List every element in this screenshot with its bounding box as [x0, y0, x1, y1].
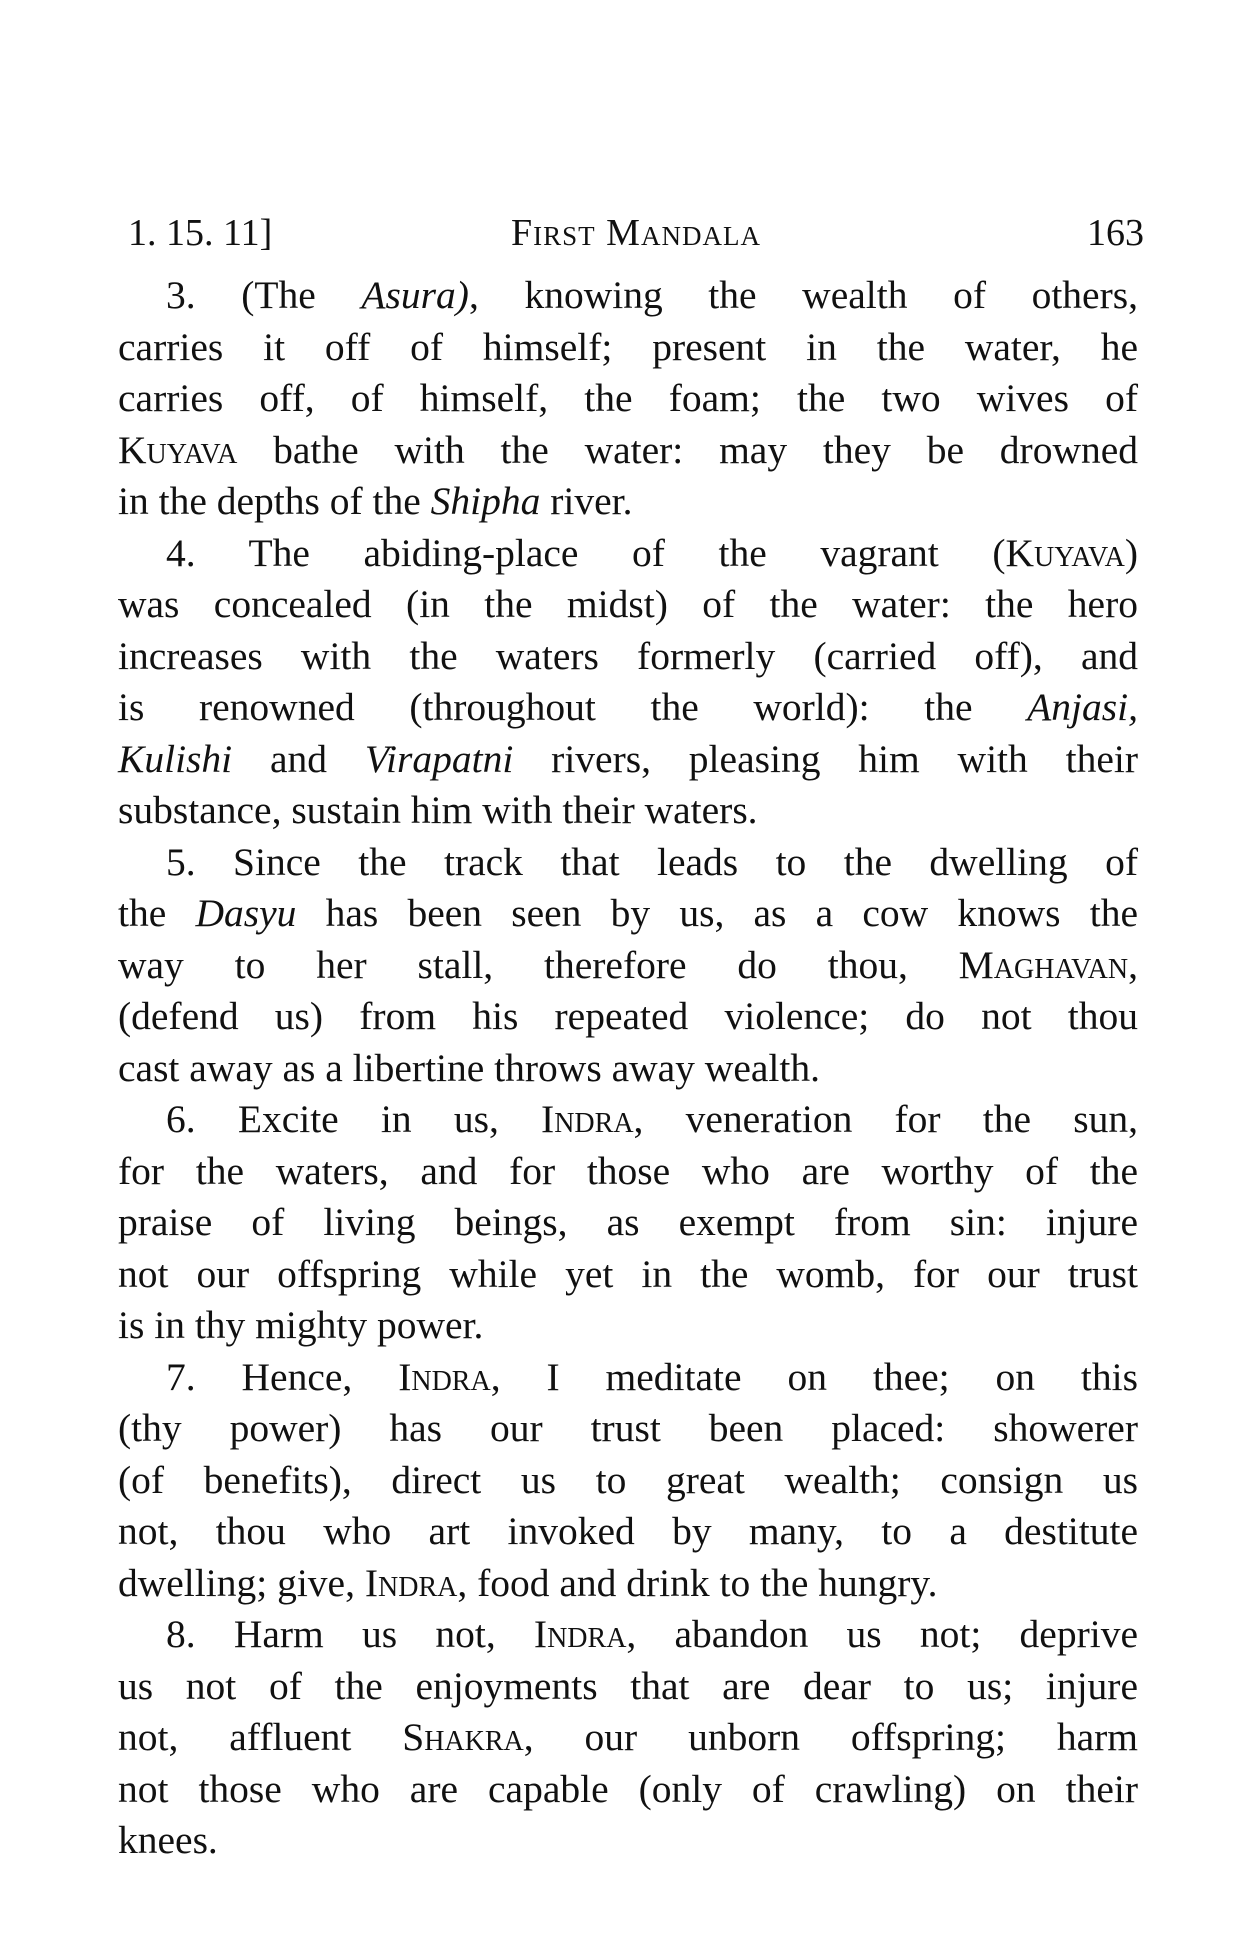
text-line — [118, 1815, 1138, 1867]
text-line — [118, 1249, 1138, 1301]
text-segment: not those who are capable (only of crawling) on their — [118, 1766, 1138, 1811]
running-header — [128, 208, 1144, 258]
text-segment: rivers, pleasing him with their — [513, 736, 1138, 781]
small-caps-name: Indra — [398, 1354, 491, 1399]
text-line — [118, 785, 1138, 837]
text-segment: , knowing the wealth of others, — [468, 273, 1138, 317]
text-line — [118, 1352, 1138, 1404]
text-segment: substance, sustain him with their waters. — [118, 788, 758, 832]
text-segment: 4. The abiding-place of the vagrant ( — [166, 530, 1006, 575]
text-segment: bathe with the water: may they be drowned — [237, 427, 1138, 472]
text-segment: carries off, of himself, the foam; the two wives of — [118, 376, 1138, 420]
text-segment: has been seen by us, as a cow knows the — [296, 891, 1138, 935]
text-segment: 3. (The — [166, 273, 362, 317]
text-segment: 6. Excite in us, — [166, 1097, 542, 1141]
text-line — [118, 1506, 1138, 1558]
text-line — [118, 940, 1138, 992]
text-segment: river. — [540, 479, 633, 523]
text-segment: the — [118, 891, 196, 935]
small-caps-name: Indra — [541, 1097, 634, 1141]
text-segment: ) — [1124, 530, 1138, 575]
text-line — [118, 888, 1138, 940]
small-caps-name: Indra — [364, 1560, 458, 1605]
text-segment: , veneration for the sun, — [633, 1097, 1138, 1141]
small-caps-name: Maghavan, — [958, 942, 1138, 987]
italic-term: Virapatni — [364, 736, 514, 781]
text-line — [118, 1197, 1138, 1249]
text-line — [118, 1403, 1138, 1455]
italic-term: Asura) — [361, 273, 469, 317]
text-line — [118, 476, 1138, 528]
text-line — [118, 1455, 1138, 1507]
small-caps-name: Shakra — [402, 1715, 524, 1759]
text-segment: , food and drink to the hungry. — [457, 1560, 938, 1605]
verse-4 — [118, 528, 1138, 837]
text-segment: , our unborn offspring; harm — [523, 1715, 1138, 1759]
text-segment: 7. Hence, — [166, 1354, 399, 1399]
text-segment: way to her stall, therefore do thou, — [118, 942, 959, 987]
text-line — [118, 1609, 1138, 1661]
running-title: First Mandala — [511, 212, 761, 254]
text-line — [118, 682, 1138, 734]
text-line — [118, 991, 1138, 1043]
text-segment: for the waters, and for those who are worthy of the — [118, 1148, 1138, 1193]
text-line — [118, 1764, 1138, 1816]
text-line — [118, 270, 1138, 322]
text-segment: cast away as a libertine throws away wealth. — [118, 1045, 820, 1090]
text-segment: praise of living beings, as exempt from sin: injure — [118, 1200, 1138, 1244]
small-caps-name: Kuyava — [1005, 530, 1125, 575]
text-segment: was concealed (in the midst) of the water: the hero — [118, 582, 1138, 626]
text-line — [118, 579, 1138, 631]
verse-text — [118, 270, 1138, 1867]
italic-term: Dasyu — [195, 891, 297, 935]
small-caps-name: Indra — [533, 1612, 627, 1656]
text-line — [118, 1300, 1138, 1352]
text-segment: us not of the enjoyments that are dear to us; injure — [118, 1663, 1138, 1708]
small-caps-name: Kuyava — [118, 427, 238, 472]
text-segment: not, affluent — [118, 1715, 403, 1759]
verse-7 — [118, 1352, 1138, 1610]
text-segment: and — [232, 736, 365, 781]
text-segment: not, thou who art invoked by many, to a destitute — [118, 1509, 1138, 1553]
text-segment: (of benefits), direct us to great wealth; consign us — [118, 1457, 1138, 1502]
text-line — [118, 1558, 1138, 1610]
text-line — [118, 1146, 1138, 1198]
text-segment: is in thy mighty power. — [118, 1303, 484, 1347]
text-line — [118, 1094, 1138, 1146]
text-segment: , I meditate on thee; on this — [490, 1354, 1139, 1399]
verse-8 — [118, 1609, 1138, 1867]
verse-5 — [118, 837, 1138, 1095]
text-line — [118, 322, 1138, 374]
italic-term: Anjasi, — [1027, 685, 1138, 729]
text-segment: , abandon us not; deprive — [626, 1612, 1138, 1656]
verse-reference: 1. 15. 11] — [128, 212, 273, 254]
text-segment: knees. — [118, 1818, 218, 1862]
text-segment: increases with the waters formerly (carried off), and — [118, 633, 1138, 678]
italic-term: Kulishi — [118, 736, 233, 781]
text-segment: (thy power) has our trust been placed: showerer — [118, 1406, 1138, 1450]
verse-3 — [118, 270, 1138, 528]
text-line — [118, 1043, 1138, 1095]
page-number: 163 — [1087, 212, 1144, 254]
text-line — [118, 373, 1138, 425]
text-line — [118, 1712, 1138, 1764]
text-line — [118, 528, 1138, 580]
text-line — [118, 1661, 1138, 1713]
text-segment: is renowned (throughout the world): the — [118, 685, 1028, 729]
text-segment: not our offspring while yet in the womb, for our trust — [118, 1251, 1138, 1296]
text-segment: (defend us) from his repeated violence; do not thou — [118, 994, 1138, 1038]
text-line — [118, 425, 1138, 477]
text-segment: 8. Harm us not, — [166, 1612, 534, 1656]
text-line — [118, 837, 1138, 889]
text-line — [118, 631, 1138, 683]
text-segment: 5. Since the track that leads to the dwelling of — [166, 839, 1138, 884]
text-segment: carries it off of himself; present in the water, he — [118, 324, 1138, 369]
text-segment: in the depths of the — [118, 479, 431, 523]
verse-6 — [118, 1094, 1138, 1352]
text-line — [118, 734, 1138, 786]
italic-term: Shipha — [430, 479, 541, 523]
text-segment: dwelling; give, — [118, 1560, 365, 1605]
